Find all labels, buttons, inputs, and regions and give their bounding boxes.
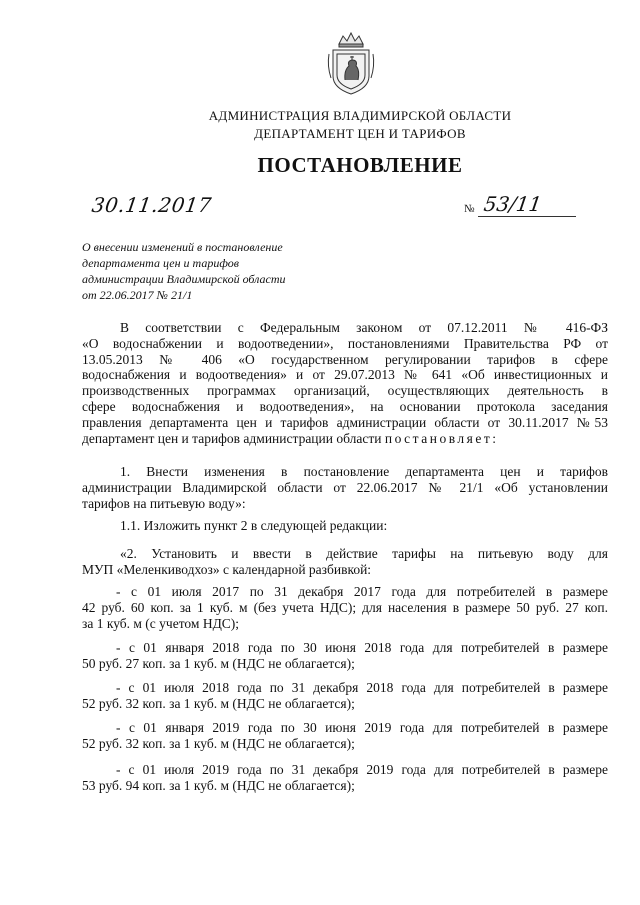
tariff-period: [82, 680, 608, 712]
item-2: [82, 546, 608, 578]
body-line: В соответствии с Федеральным законом от 07.12.2011 № 416-ФЗ: [120, 320, 608, 335]
subject-line: департамента цен и тарифов: [82, 256, 239, 270]
body-line: 1.1. Изложить пункт 2 в следующей редакции:: [120, 518, 388, 533]
body-line: - с 01 января 2019 года по 30 июня 2019 года для потребителей в размере: [116, 720, 608, 735]
handwritten-number: 53/11: [482, 192, 544, 216]
body-line: «2. Установить и ввести в действие тарифы на питьевую воду для: [120, 546, 608, 561]
body-line: МУП «Меленкиводхоз» с календарной разбивкой:: [82, 561, 372, 577]
body-line: сфере водоснабжения и водоотведения», на основании протокола заседания: [82, 398, 608, 414]
organization-name: АДМИНИСТРАЦИЯ ВЛАДИМИРСКОЙ ОБЛАСТИ: [208, 108, 512, 123]
tariff-period: [82, 584, 608, 631]
tariff-period: [82, 720, 608, 752]
body-line: [82, 431, 608, 447]
document-type-title: ПОСТАНОВЛЕНИЕ: [257, 153, 463, 177]
body-line: 50 руб. 27 коп. за 1 куб. м (НДС не облагается);: [82, 655, 355, 671]
body-line: - с 01 июля 2019 года по 31 декабря 2019 года для потребителей в размере: [116, 762, 608, 777]
coat-of-arms-emblem: [325, 30, 377, 98]
body-line: - с 01 января 2018 года по 30 июня 2018 года для потребителей в размере: [116, 640, 608, 655]
body-line: 13.05.2013 № 406 «О государственном регулировании тарифов в сфере: [82, 351, 608, 367]
body-line: администрации Владимирской области от 22.06.2017 № 21/1 «Об установлении: [82, 479, 608, 495]
body-line: 42 руб. 60 коп. за 1 куб. м (без учета НДС); для населения в размере 50 руб. 27 коп.: [82, 599, 608, 615]
body-line: - с 01 июля 2017 по 31 декабря 2017 года для потребителей в размере: [116, 584, 608, 599]
body-line: 53 руб. 94 коп. за 1 куб. м (НДС не облагается);: [82, 777, 355, 793]
body-line: 1. Внести изменения в постановление департамента цен и тарифов: [120, 464, 608, 479]
body-line: за 1 куб. м (с учетом НДС);: [82, 615, 240, 631]
number-label: №: [464, 203, 475, 215]
item-1: [82, 464, 608, 511]
subject-line: администрации Владимирской области: [82, 272, 286, 286]
decree-word: постановляет:: [384, 430, 499, 446]
tariff-period: [82, 640, 608, 672]
document-subject: [82, 239, 286, 303]
body-line: 52 руб. 32 коп. за 1 куб. м (НДС не облагается);: [82, 695, 355, 711]
body-text: департамент цен и тарифов администрации области: [82, 430, 382, 446]
body-line: водоснабжения и водоотведения» и от 29.07.2013 № 641 «Об инвестиционных и: [82, 367, 608, 383]
body-line: 52 руб. 32 коп. за 1 куб. м (НДС не облагается);: [82, 735, 355, 751]
body-line: производственных программах организаций, осуществляющих деятельность в: [82, 383, 608, 399]
subject-line: от 22.06.2017 № 21/1: [82, 288, 193, 302]
subject-line: О внесении изменений в постановление: [82, 240, 283, 254]
intro-paragraph: [82, 320, 608, 446]
handwritten-date: 30.11.2017: [90, 193, 214, 217]
item-1-1: [82, 518, 608, 534]
department-name: ДЕПАРТАМЕНТ ЦЕН И ТАРИФОВ: [254, 126, 466, 141]
body-line: правления департамента цен и тарифов администрации области от 30.11.2017 №53: [82, 414, 608, 430]
body-line: «О водоснабжении и водоотведении», постановлениями Правительства РФ от: [82, 335, 608, 351]
tariff-period: [82, 762, 608, 794]
body-line: - с 01 июля 2018 года по 31 декабря 2018 года для потребителей в размере: [116, 680, 608, 695]
body-line: тарифов на питьевую воду»:: [82, 495, 246, 511]
number-underline: [478, 216, 576, 217]
